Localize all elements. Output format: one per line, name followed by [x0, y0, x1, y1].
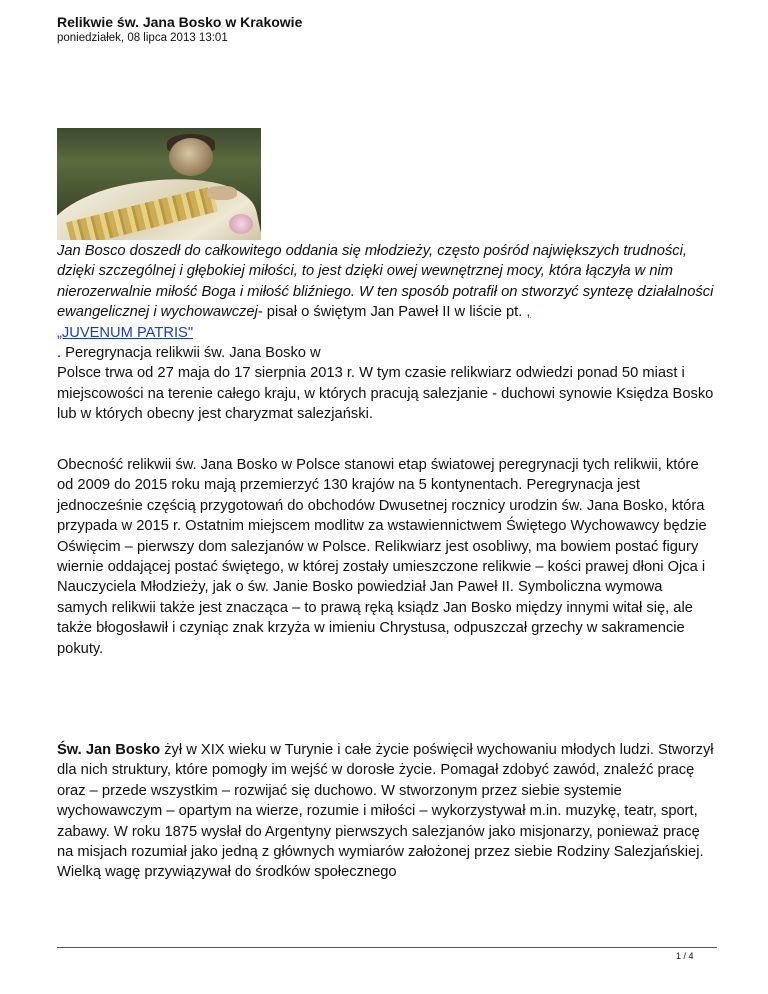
p2-text: Obecność relikwii św. Jana Bosko w Polsce stanowi etap światowej peregrynacji tych relikwii, które od 2009 do 2015 roku mają przemierzyć 130 krajów na 5 kontynentach. Peregrynacja jest jednocześnie częścią przygotowań do obchodów Dwusetnej rocznicy urodzin św. Jana Bosko, która przypada w 2015 r. Ostatnim miejscem modlitw za wstawiennictwem Świętego Wychowawcy będzie Oświęcim – pierwszy dom salezjanów w Polsce. Relikwiarz jest osobliwy, ma bowiem postać figury wiernie oddającej postać świętego, w której zostały umieszczone relikwie – kości prawej dłoni Ojca i Nauczyciela Młodzieży, jak o św. Janie Bosko powiedział Jan Paweł II. Symboliczna wymowa samych relikwii także jest znacząca – to prawą ręką ksiądz Jan Bosko między innymi witał się, ale także błogosławił i czyniąc znak krzyża w imieniu Chrystusa, odpuszczał grzechy w sakramencie pokuty.	[57, 457, 707, 657]
link-comma[interactable]: ,	[526, 304, 531, 321]
relic-figure-photo	[57, 128, 261, 240]
flower-shape	[229, 214, 253, 234]
head-shape	[169, 138, 213, 176]
paragraph-swiety	[57, 740, 717, 883]
page-number: 1 / 4	[676, 951, 694, 961]
p1-line1: . Peregrynacja relikwii św. Jana Bosko w	[57, 345, 321, 361]
paragraph-peregrynacja	[57, 343, 717, 425]
quote-paragraph	[57, 241, 717, 343]
document-date: poniedziałek, 08 lipca 2013 13:01	[57, 32, 228, 44]
p1-rest: Polsce trwa od 27 maja do 17 sierpnia 2013 r. W tym czasie relikwiarz odwiedzi ponad 50 miast i miejscowości na terenie całego kraju, w których pracują salezjanie - duchowi synowie Księdza Bosko lub w których obecny jest charyzmat salezjański.	[57, 365, 714, 423]
paragraph-obecnosc	[57, 455, 717, 659]
p3-text	[57, 740, 717, 883]
juvenum-patris-link[interactable]: „JUVENUM PATRIS"	[57, 324, 194, 341]
hand-shape	[207, 186, 237, 200]
quote-attribution: - pisał o świętym Jan Paweł II w liście pt.	[257, 304, 527, 321]
quote-italic: Jan Bosco doszedł do całkowitego oddania się młodzieży, często pośród największych trudności, dzięki szczególnej i głębokiej miłości, to jest dzięki owej wewnętrznej mocy, która łączyła w nim nierozerwalnie miłość Boga i miłość bliźniego. W ten sposób potrafił on stworzyć syntezę działalności ewangelicznej i wychowawczej	[57, 243, 714, 321]
footer-divider	[57, 947, 717, 948]
p3-rest: żył w XIX wieku w Turynie i całe życie poświęcił wychowaniu młodych ludzi. Stworzył dla nich struktury, które pomogły im wejść w dorosłe życie. Pomagał zdobyć zawód, znaleźć pracę oraz – przede wszystkim – rozwijać się duchowo. W stworzonym przez siebie systemie wychowawczym – opartym na wierze, rozumie i miłości – wykorzystywał m.in. muzykę, teatr, sport, zabawy. W roku 1875 wysłał do Argentyny pierwszych salezjanów jako misjonarzy, ponieważ pracę na misjach rozumiał jako jedną z głównych wymiarów założonej przez siebie Rodziny Salezjańskiej. Wielką wagę przywiązywał do środków społecznego	[57, 742, 714, 881]
p3-bold: Św. Jan Bosko	[57, 742, 161, 758]
document-title: Relikwie św. Jana Bosko w Krakowie	[57, 14, 303, 30]
